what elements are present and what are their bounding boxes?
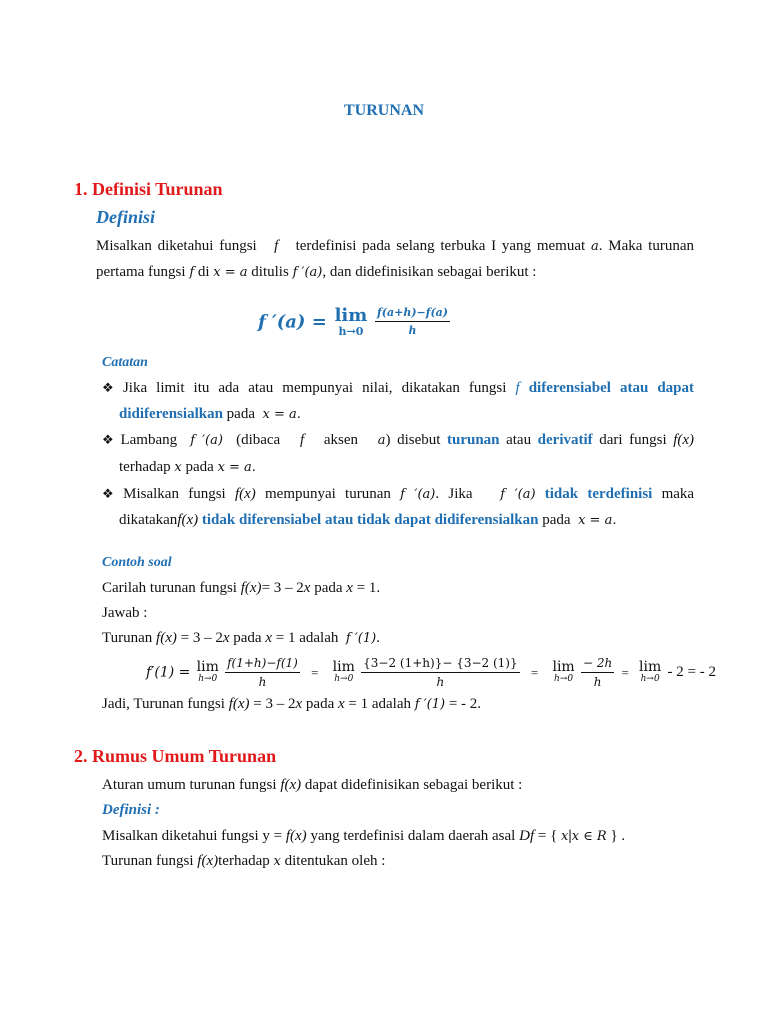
text: dapat didefinisikan sebagai berikut :	[304, 777, 523, 793]
limit-subscript: h→0	[640, 674, 660, 685]
fraction-numerator: {3−2 (1+h)}− {3−2 (1)}	[361, 656, 519, 673]
highlight-term: tidak diferensiabel atau tidak dapat didiferensialkan	[201, 512, 539, 528]
fraction-numerator: − 2h	[581, 656, 614, 673]
text: , dan didefinisikan sebagai berikut :	[322, 264, 537, 280]
math-f-prime-a: f ′(a)	[400, 487, 436, 502]
text: pada	[542, 512, 571, 528]
note-bullet-3	[102, 486, 694, 503]
example-calculation	[146, 656, 716, 689]
text: aksen	[323, 432, 359, 448]
note-bullet-1-text	[102, 380, 694, 397]
definition-label-2: Definisi :	[102, 802, 160, 818]
rule-definition-line	[102, 828, 625, 845]
definition-line-1	[96, 238, 694, 255]
calc-fraction-1	[225, 656, 300, 689]
text: = - 2.	[448, 696, 482, 712]
definition-line-2	[96, 264, 536, 281]
note-bullet-1-cont	[119, 406, 301, 423]
fraction-denominator: h	[593, 675, 602, 689]
set-bar: |	[568, 828, 572, 844]
math-x: x	[174, 460, 182, 475]
equals-sign: =	[621, 664, 629, 680]
text: Misalkan fungsi	[123, 486, 226, 502]
text: di	[197, 264, 210, 280]
limit-word: lim	[332, 658, 355, 675]
math-f-x: f(x)	[197, 853, 219, 869]
text: = 1.	[356, 580, 381, 596]
formula-limit	[335, 306, 368, 338]
math-x-eq-a: x = a.	[217, 460, 256, 475]
math-f-x: f(x)	[228, 696, 250, 712]
text: Misalkan diketahui fungsi	[96, 238, 257, 254]
limit-subscript: h→0	[554, 674, 574, 685]
fraction-denominator: h	[436, 675, 445, 689]
rule-intro	[102, 777, 522, 794]
calc-lhs: f′(1) =	[146, 664, 191, 681]
text: Turunan fungsi	[102, 853, 194, 869]
math-x-in-r: x ∈ R	[571, 829, 607, 844]
example-answer-line: Turunan f(x) = 3 – 2x pada x = 1 adalah f ′(1).	[102, 630, 380, 646]
math-f-prime-1: f ′(1)	[345, 631, 377, 646]
math-f-prime-a: f ′(a)	[190, 433, 223, 448]
limit-word: lim	[334, 305, 368, 326]
math-f-x: f(x)	[280, 777, 302, 793]
math-x-eq-a: x = a.	[262, 407, 301, 422]
rule-derivative-line	[102, 853, 385, 870]
text: = 1 adalah	[348, 696, 412, 712]
text: ) disebut	[385, 432, 441, 448]
math-f: f	[299, 432, 305, 448]
text: pada	[305, 696, 335, 712]
math-x: x	[337, 696, 345, 712]
text: . Maka turunan	[598, 238, 695, 254]
math-f-x: f(x)	[285, 828, 307, 844]
math-x: x	[273, 854, 281, 869]
math-f-x: f(x)	[156, 630, 177, 646]
text: Turunan	[102, 630, 153, 646]
note-bullet-3-cont	[119, 512, 616, 529]
math-x: x	[265, 630, 273, 646]
text: pada	[226, 406, 255, 422]
math-f-x: f(x)	[177, 512, 199, 528]
math-f-prime-1: f ′(1)	[414, 697, 446, 712]
jawab-label: Jawab :	[102, 605, 148, 621]
math-a: a	[590, 239, 599, 254]
formula-fraction	[375, 306, 450, 337]
fraction-numerator: f(a+h)−f(a)	[375, 306, 450, 322]
limit-subscript: h→0	[334, 674, 354, 685]
text: = 3 – 2	[180, 630, 223, 646]
text: ditulis	[251, 264, 289, 280]
math-f-prime-a: f ′(a)	[500, 487, 536, 502]
diamond-bullet-icon: ❖	[102, 432, 117, 447]
text: atau	[506, 432, 532, 448]
math-f: f	[274, 238, 279, 254]
math-f: f	[189, 265, 195, 280]
highlight-term: diferensiabel atau dapat	[528, 380, 695, 396]
text: Misalkan diketahui fungsi y =	[102, 828, 283, 844]
equals-sign: =	[530, 664, 539, 680]
text: ditentukan oleh :	[284, 853, 386, 869]
text: terdefinisi pada selang terbuka I yang memuat	[295, 238, 586, 254]
math-x: x	[303, 580, 311, 596]
text: (dibaca	[236, 432, 281, 448]
fraction-denominator: h	[258, 675, 267, 689]
text: . Jika	[435, 486, 473, 502]
example-conclusion	[102, 696, 481, 713]
math-f-prime-a: f ′(a)	[292, 265, 323, 280]
section-2-heading: 2. Rumus Umum Turunan	[74, 746, 277, 766]
text: Aturan umum turunan fungsi	[102, 777, 277, 793]
diamond-bullet-icon: ❖	[102, 380, 119, 395]
highlight-term: turunan	[447, 432, 500, 448]
math-x: x	[346, 580, 353, 596]
calc-fraction-2	[361, 656, 519, 689]
text: dari fungsi	[599, 432, 667, 448]
text: Lambang	[120, 432, 178, 448]
text: terhadap	[218, 853, 270, 869]
text: = {	[537, 828, 558, 844]
text: Carilah turunan fungsi	[102, 580, 237, 596]
calc-limit	[333, 660, 355, 685]
math-domain-df: Df	[519, 828, 535, 844]
definition-line-1-text	[96, 238, 694, 255]
limit-subscript: h→0	[338, 324, 364, 338]
limit-subscript: h→0	[198, 674, 218, 685]
catatan-label: Catatan	[102, 355, 148, 370]
math-x-eq-a: x = a.	[578, 513, 617, 528]
text: = 1 adalah	[275, 630, 339, 646]
text: terhadap	[119, 459, 171, 475]
note-bullet-3-text	[102, 486, 694, 503]
text: dikatakan	[119, 512, 178, 528]
derivative-definition-formula	[258, 306, 450, 338]
fraction-denominator: h	[408, 324, 417, 338]
math-f-x: f(x)	[240, 580, 262, 596]
math-a: a	[377, 433, 386, 448]
highlight-term: derivatif	[537, 432, 593, 448]
text: } .	[610, 828, 626, 844]
text: pertama fungsi	[96, 264, 186, 280]
text: = 3 – 2	[261, 580, 304, 596]
text: pada	[185, 459, 214, 475]
calc-limit	[639, 660, 661, 685]
note-bullet-2-text	[102, 432, 694, 449]
text: maka	[661, 486, 695, 502]
calc-limit	[552, 660, 574, 685]
fraction-numerator: f(1+h)−f(1)	[225, 656, 300, 673]
diamond-bullet-icon: ❖	[102, 486, 120, 501]
text: mempunyai turunan	[265, 486, 391, 502]
section-1-heading: 1. Definisi Turunan	[74, 179, 223, 199]
calc-limit	[197, 660, 219, 685]
formula-lhs: f ′(a) =	[258, 311, 327, 333]
text: yang terdefinisi dalam daerah asal	[310, 828, 516, 844]
math-f-x: f(x)	[234, 486, 256, 502]
limit-word: lim	[196, 658, 219, 675]
contoh-soal-label: Contoh soal	[102, 555, 172, 570]
text: pada	[233, 630, 262, 646]
example-question	[102, 580, 380, 597]
math-f: f	[515, 380, 520, 396]
limit-word: lim	[639, 658, 662, 675]
text: = 3 – 2	[253, 696, 296, 712]
limit-word: lim	[552, 658, 575, 675]
highlight-term: didiferensialkan	[119, 406, 223, 422]
highlight-term: tidak terdefinisi	[544, 486, 653, 502]
math-x: x	[295, 696, 303, 712]
math-x-eq-a: x = a	[213, 265, 248, 280]
calc-fraction-3	[581, 656, 614, 689]
equals-sign: =	[311, 664, 319, 680]
text: Jadi, Turunan fungsi	[102, 696, 225, 712]
text: pada	[314, 580, 343, 596]
math-f-x: f(x)	[673, 432, 695, 448]
math-x: x	[561, 829, 569, 844]
note-bullet-2-cont	[119, 459, 256, 476]
document-title: TURUNAN	[344, 102, 424, 119]
definition-label: Definisi	[96, 207, 156, 227]
text: Jika limit itu ada atau mempunyai nilai, dikatakan fungsi	[122, 380, 507, 396]
calc-result: - 2 = - 2	[667, 664, 716, 680]
note-bullet-1	[102, 380, 694, 397]
note-bullet-2	[102, 432, 694, 449]
math-x: x	[222, 630, 230, 646]
